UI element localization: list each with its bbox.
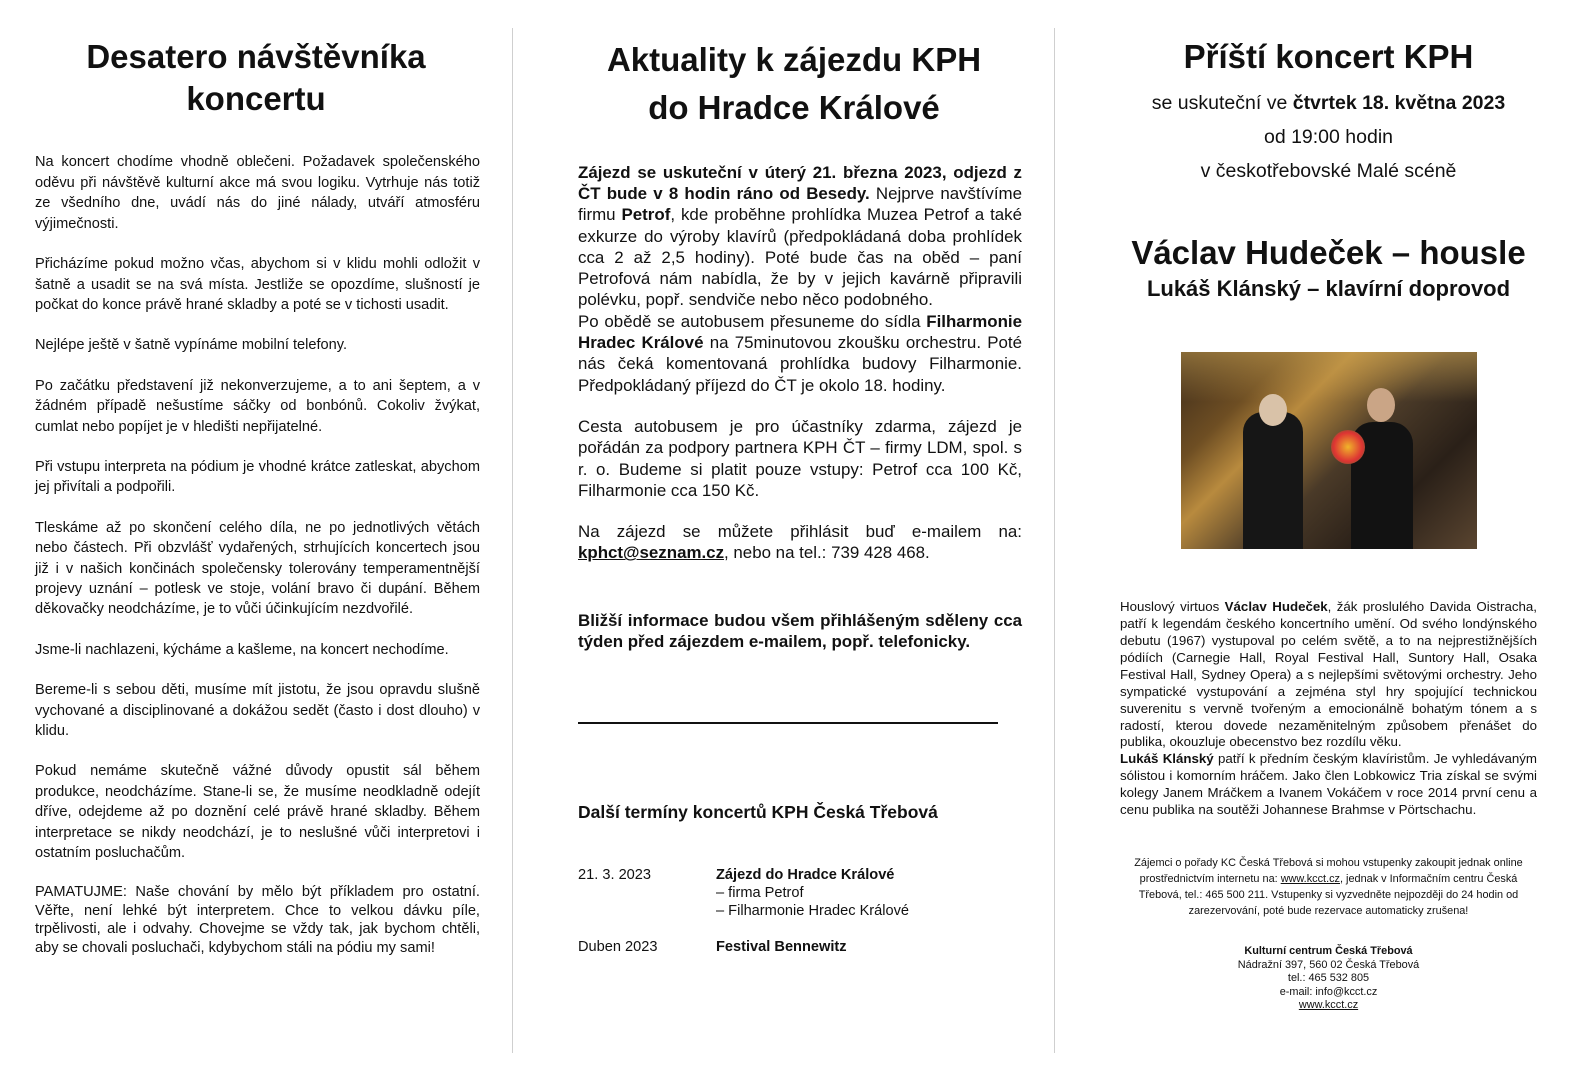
trip-afternoon-paragraph: Po obědě se autobusem přesuneme do sídla Filharmonie Hradec Králové na 75minutovou zkoušku orchestru. Poté nás čeká komentovaná prohlídka budovy Filharmonie. Předpokládaný příjezd do ČT je okolo 18. hodiny. (578, 311, 1022, 395)
rule-paragraph: Nejlépe ještě v šatně vypínáme mobilní telefony. (35, 337, 348, 354)
rule-paragraph: Pokud nemáme skutečně vážné důvody opustit sál během produkce, neodcházíme. Stane-li se, že musíme neodkladně odejít dříve, odejdeme až po doznění celé právě hrané skladby. Během interpretace se nikdy neodchází, je to neslušné vůči interpretovi i ostatním posluchačům. (35, 763, 480, 862)
date-row (578, 938, 1022, 956)
next-concert-title: Příští koncert KPH (1183, 38, 1474, 75)
concert-photo (1181, 352, 1477, 549)
trip-notice: Bližší informace budou všem přihlášeným sděleny cca týden před zájezdem e-mailem, popř. telefonicky. (578, 610, 1022, 652)
trip-details-paragraph: Zájezd se uskuteční v úterý 21. března 2023, odjezd z ČT bude v 8 hodin ráno od Besedy. Nejprve navštívíme firmu Petrof, kde proběhne prohlídka Muzea Petrof a také exkurze do výroby klavírů (předpokládaná doba prohlídek cca 2 až 2,5 hodiny). Poté bude čas na oběd – paní Petrofová nám nabídla, že by v jejich kavárně připravili polévku, popř. sendviče nebo něco podobného. (578, 162, 1022, 310)
rule-paragraph: Přicházíme pokud možno včas, abychom si v klidu mohli odložit v šatně a usadit se na svá místa. Jestliže se opozdíme, slušností je počkat do konce právě hrané skladby a poté se v tichosti usadit. (35, 256, 480, 313)
concert-date-line: se uskuteční ve čtvrtek 18. května 2023 (1151, 92, 1506, 115)
rule-paragraph: Po začátku představení již nekonverzujeme, a to ani šeptem, a v žádném případě nešustíme sáčky od bonbónů. Cokoliv žvýkat, cumlat nebo popíjet je v hledišti nepřijatelné. (35, 377, 480, 435)
organizer-contact: Kulturní centrum Česká Třebová Nádražní 397, 560 02 Česká Třebová tel.: 465 532 805 e-mail: info@kcct.cz www.kcct.cz (1237, 945, 1420, 1012)
column-visitor-rules (0, 0, 512, 1083)
section-divider (578, 722, 998, 724)
rule-paragraph: Při vstupu interpreta na pódium je vhodné krátce zatleskat, abychom jej přivítali a podpořili. (35, 458, 480, 496)
column-trip-news (512, 0, 1054, 1083)
rule-paragraph: Bereme-li s sebou děti, musíme mít jistotu, že jsou opravdu slušně vychované a disciplinované a dokážou sedět (často i dost dlouho) v klidu. (35, 682, 480, 739)
upcoming-dates-title: Další termíny koncertů KPH Česká Třebová (578, 802, 938, 823)
rule-paragraph: PAMATUJME: Naše chování by mělo být příkladem pro ostatní. Věřte, není lehké být interpretem. Chce to velkou dávku píle, trpělivosti, ale i odvahy. Chovejme se vždy tak, jak bychom chtěli, aby se chovali posluchači, kdybychom stáli na pódiu my sami! (35, 884, 480, 956)
contact-website-link[interactable]: www.kcct.cz (1298, 999, 1359, 1012)
visitor-rules-title: Desatero návštěvníka koncertu (86, 38, 426, 118)
signup-email-link[interactable]: kphct@seznam.cz (578, 543, 725, 563)
trip-signup-paragraph: Na zájezd se můžete přihlásit buď e-mailem na: kphct@seznam.cz, nebo na tel.: 739 428 468. (578, 522, 1022, 563)
rule-paragraph: Na koncert chodíme vhodně oblečeni. Požadavek společenského oděvu při návštěvě kulturní akce má svou logiku. Vytrhuje nás totiž ze všedního dne, uvádí nás do jiné nálady, utváří atmosféru výjimečnosti. (35, 154, 480, 232)
concert-time-line: od 19:00 hodin (1263, 126, 1394, 149)
artist-accompaniment: Lukáš Klánský – klavírní doprovod (1146, 276, 1511, 302)
upcoming-dates-list (578, 866, 1022, 956)
concert-venue-line: v českotřebovské Malé scéně (1200, 160, 1457, 183)
artist-biography: Houslový virtuos Václav Hudeček, žák proslulého Davida Oistracha, patří k legendám českého koncertního umění. Od svého londýnského debutu (1967) vystupoval po celém světě, a to na nejprestižnějších pódiích (Carnegie Hall, Royal Festival Hall, Suntory Hall, Osaka Festival Hall, Sydney Opera) a s nejlepšími světovými orchestry. Jeho sympatické vystupování a zejména styl hry spojující technickou suverenitu s vervně tvořeným a emocionálně bohatým tónem a s radostí, kterou dovede nezaměnitelným způsobem přenášet do publika, okouzluje obecenstvo bez rozdílu věku. Lukáš Klánský patří k předním českým klavíristům. Je vyhledávaným sólistou i komorním hráčem. Jako člen Lobkowicz Tria získal se svými kolegy Janem Mráčkem a Ivanem Vokáčem v roce 2014 první cenu a cenu publika na soutěži Johannese Brahmse v Pörtschachu. (1120, 599, 1538, 818)
date-value: Duben 2023 (578, 938, 658, 955)
ticket-website-link[interactable]: www.kcct.cz (1280, 873, 1340, 886)
rule-paragraph: Jsme-li nachlazeni, kýcháme a kašleme, na koncert nechodíme. (35, 641, 449, 658)
ticket-info: Zájemci o pořady KC Česká Třebová si mohou vstupenky zakoupit jednak online prostřednictvím internetu na: www.kcct.cz, jednak v Informačním centru Česká Třebová, tel.: 465 500 211. Vstupenky si vyzvedněte nejpozději do 24 hodin od zarezervování, poté bude rezervace automaticky zrušena! (1134, 857, 1523, 918)
artist-main: Václav Hudeček – housle (1131, 234, 1526, 272)
date-event: Zájezd do Hradce Králové – firma Petrof – Filharmonie Hradec Králové (716, 866, 910, 919)
trip-news-body (578, 162, 1022, 956)
date-row (578, 866, 1022, 920)
trip-cost-paragraph: Cesta autobusem je pro účastníky zdarma, zájezd je pořádán za podpory partnera KPH ČT – firmy LDM, spol. s r. o. Budeme si platit pouze vstupy: Petrof cca 100 Kč, Filharmonie cca 150 Kč. (578, 416, 1022, 500)
rule-paragraph: Tleskáme až po skončení celého díla, ne po jednotlivých větách nebo částech. Při obzvlášť vydařených, strhujících koncertech jsou již i v našich končinách společensky tolerovány temperamentnější projevy uznání – potlesk ve stoje, volání bravo či dupání. Během děkovačky neodcházíme, je to vůči účinkujícím nezdvořilé. (35, 519, 480, 618)
date-event: Festival Bennewitz (716, 938, 847, 955)
date-value: 21. 3. 2023 (578, 866, 652, 883)
column-next-concert (1054, 0, 1587, 1083)
trip-news-title: Aktuality k zájezdu KPH do Hradce Králové (606, 41, 982, 126)
visitor-rules-list (35, 152, 480, 957)
contact-email[interactable]: e-mail: info@kcct.cz (1279, 985, 1378, 998)
